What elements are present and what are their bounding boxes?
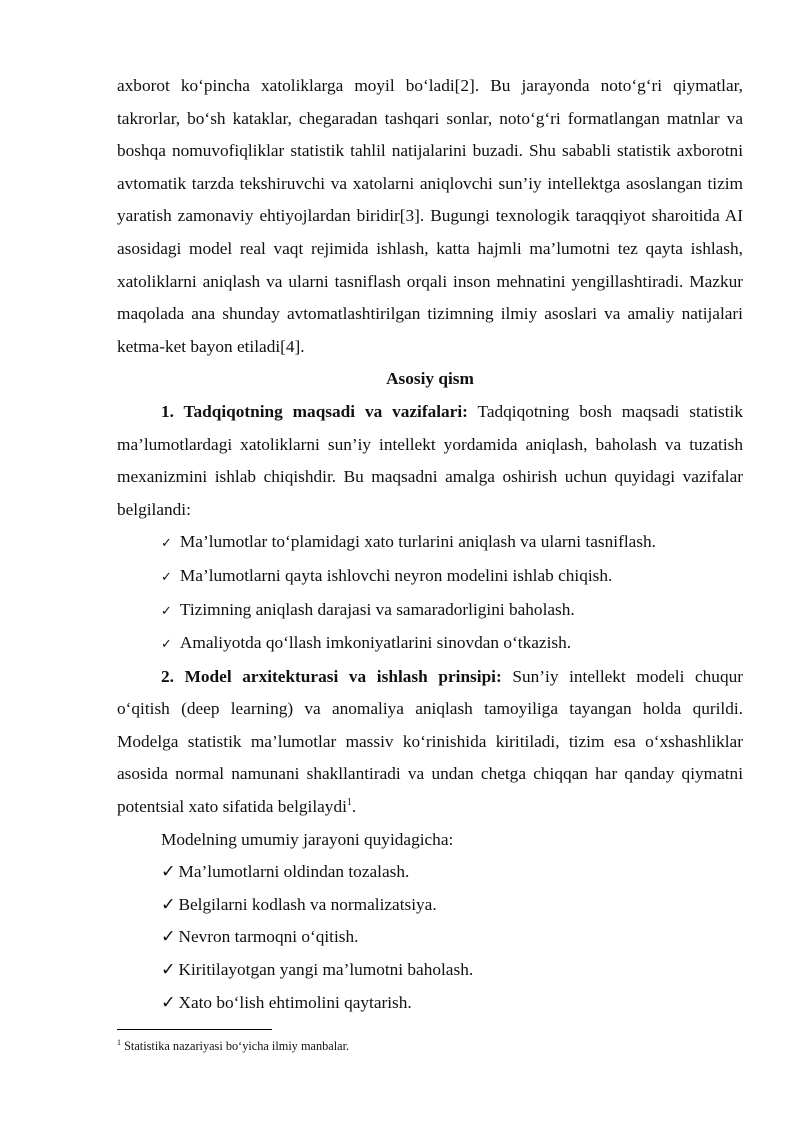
footnote-reference[interactable]: 1 [346, 797, 352, 809]
check-mark-icon: ✓ [161, 927, 176, 947]
intro-paragraph: axborot ko‘pincha xatoliklarga moyil bo‘ladi[2]. Bu jarayonda noto‘g‘ri qiymatlar, takrorlar, bo‘sh kataklar, chegaradan tashqari sonlar, noto‘g‘ri formatlangan matnlar va boshqa nomuvofiqliklar statistik tahlil natijalarini buzadi. Shu sababli statistik axborotni avtomatik tarzda tekshiruvchi va xatolarni aniqlovchi sun’iy intellektga asoslangan tizim yaratish zamonaviy ehtiyojlardan biridir[3]. Bugungi texnologik taraqqiyot sharoitida AI asosidagi model real vaqt rejimida ishlash, katta hajmli ma’lumotni tez qayta ishlash, xatoliklarni aniqlash va ularni tasniflash orqali inson mehnatini yengillashtiradi. Mazkur maqolada ana shunday avtomatlashtirilgan tizimning ilmiy asoslari va amaliy natijalari ketma-ket bayon etiladi[4]. [117, 76, 743, 356]
step-text: Xato bo‘lish ehtimolini qaytarish. [178, 992, 412, 1012]
section1-paragraph [117, 396, 743, 526]
step-text: Ma’lumotlarni oldindan tozalash. [178, 862, 410, 882]
section2-paragraph [117, 661, 743, 824]
list-item [117, 889, 743, 922]
list-item [117, 560, 743, 594]
step-text: Kiritilayotgan yangi ma’lumotni baholash. [178, 960, 474, 980]
check-mark-icon: ✓ [161, 992, 176, 1012]
list-item [117, 594, 743, 628]
check-mark-icon: ✓ [161, 862, 176, 882]
check-mark-icon: ✓ [161, 535, 172, 551]
footnote-text: Statistika nazariyasi bo‘yicha ilmiy manbalar. [121, 1039, 350, 1053]
check-mark-icon: ✓ [161, 602, 172, 618]
list-item [117, 954, 743, 987]
section2-heading: 2. Model arxitekturasi va ishlash prinsipi: [161, 666, 502, 686]
step-text: Belgilarni kodlash va normalizatsiya. [178, 894, 437, 914]
list-item [117, 987, 743, 1020]
list-item [117, 856, 743, 889]
footnote-marker: 1 [117, 1037, 121, 1047]
tasks-list [117, 526, 743, 660]
section-heading: Asosiy qism [386, 369, 474, 389]
list-item [117, 921, 743, 954]
check-mark-icon: ✓ [161, 568, 172, 584]
page-body [117, 70, 743, 1019]
check-mark-icon: ✓ [161, 636, 172, 652]
task-text: Amaliyotda qo‘llash imkoniyatlarini sinovdan o‘tkazish. [179, 633, 572, 653]
task-text: Tizimning aniqlash darajasi va samaradorligini baholash. [179, 599, 575, 619]
section2-text: Sun’iy intellekt modeli chuqur o‘qitish (deep learning) va anomaliya aniqlash tamoyiliga tayangan holda qurildi. Modelga statistik ma’lumotlar massiv ko‘rinishida kiritiladi, tizim esa o‘xshashliklar asosida normal namunani shakllantiradi va undan chetga chiqqan har qanday qiymatni potentsial xato sifatida belgilaydi [117, 666, 743, 817]
section1-heading: 1. Tadqiqotning maqsadi va vazifalari: [161, 401, 468, 421]
footnote-divider [117, 1029, 272, 1030]
process-intro: Modelning umumiy jarayoni quyidagicha: [161, 829, 454, 849]
list-item [117, 526, 743, 560]
sentence-end: . [351, 797, 357, 817]
section1-text: Tadqiqotning bosh maqsadi statistik ma’lumotlardagi xatoliklarni sun’iy intellekt yordamida aniqlash, baholash va tuzatish mexanizmini ishlab chiqishdir. Bu maqsadni amalga oshirish uchun quyidagi vazifalar belgilandi: [117, 401, 743, 519]
check-mark-icon: ✓ [161, 960, 176, 980]
footnote [117, 1038, 349, 1054]
steps-list [117, 856, 743, 1019]
list-item [117, 627, 743, 661]
task-text: Ma’lumotlarni qayta ishlovchi neyron modelini ishlab chiqish. [179, 565, 613, 585]
check-mark-icon: ✓ [161, 894, 176, 914]
task-text: Ma’lumotlar to‘plamidagi xato turlarini aniqlash va ularni tasniflash. [179, 532, 656, 552]
step-text: Nevron tarmoqni o‘qitish. [178, 927, 359, 947]
